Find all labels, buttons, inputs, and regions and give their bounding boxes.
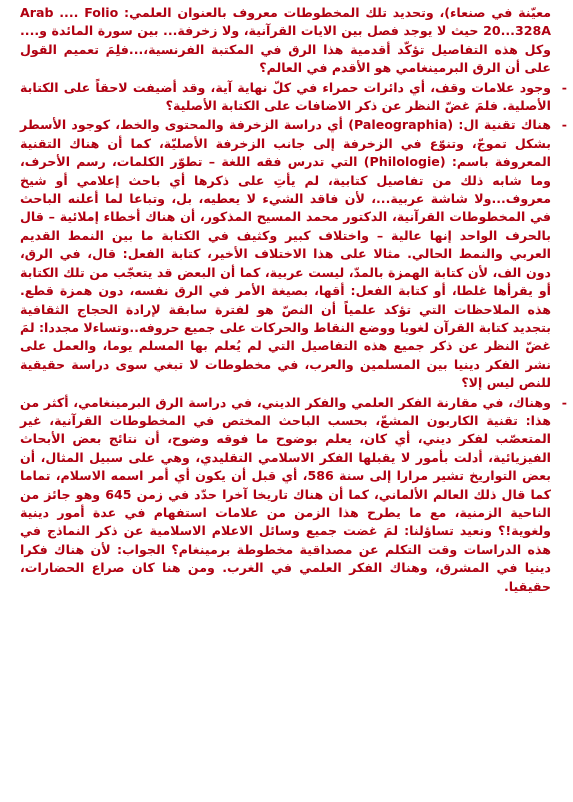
bullet-dash-icon: - bbox=[561, 117, 567, 133]
paragraph-bullet-paleography bbox=[20, 116, 567, 392]
paragraph-bullet-carbon-dating bbox=[20, 394, 567, 596]
paragraph-text: هناك تقنية ال: (Paleographia) أي دراسة الزخرفة والمحتوى والخط، كوجود الأسطر بشكل تموجّ، وتنوّع في الزخرفة إلى جانب الزخرفة الأصليّة، كما أن هناك التقنية المعروفة باسم: (Philologie) التي تدرس فقه اللغة – تطوّر الكلمات، رسم الأحرف، وما شابه ذلك من تفاصيل كتابية، لم يأتِ على ذكرها أي باحث إعلامي أو شيخ معروف...ولا شاشة عربية...، لأن فاقد الشيء لا يعطيه، بل، وتباعا لما أعلنه الباحث في المخطوطات القرآنية، الدكتور محمد المسيح المذكور، أن هناك أخطاء إملائية – قال بالحرف الواحد إنها عالية – واختلاف كبير وكثيف في الكتابة ما بين النمط القديم العربي والنمط الحالي. مثالا على هذا الاختلاف الأخير، كتابة الفعل: قال، في الرق، دون الف، لأن كتابة الهمزة بالمدّ، ليست عربية، كما أن البعض قد يتعجّب من تلك الكتابة أو يقرأها غلطا، أو كتابة الفعل: أقها، بصيغة الأمر في الرق نفسه، دون همزة قطع. هذه الملاحظات التي تؤكد علمياً أن النصّ هو لفترة سابقة لإرادة الحجاج الثقافية بتجديد كتابة القرآن لغويا ووضع النقاط والحركات على جميع حروفه..وتساءلا مجددا: لمَ غضّ النظر عن ذكر جميع هذه التفاصيل التي لم يُعلم بها المسلم يوما، والعمل على نشر الفكر دينيا بين المسلمين والعرب، في مخطوطات لا تبغي سوى دراسة حقيقية للنص ليس إلا؟ bbox=[20, 117, 552, 391]
paragraph-text: وهناك، في مقارنة الفكر العلمي والفكر الديني، في دراسة الرق البرمينغامي، أكثر من هذا: تقنية الكاربون المشعّ، بحسب الباحث المختص في المخطوطات القرآنية، غير المتعصّب لفكر ديني، أي كان، يعلم بوضوح ما فوقه وضوح، أن نتائج بعض الأبحاث الفيزيائية، أدلت بأمور لا يقبلها الفكر الاسلامي التقليدي، وهي على سبيل المثال، أن بعض التواريخ تشير مرارا إلى سنة 586، أي قبل أن يكون أي أمر اسمه الاسلام، تماما كما قال ذلك العالم الألماني، كما أن هناك تاريخا آخرا حدّد في زمن 645 وهو جائز من الناحية الزمنية، مع ما يطرح هذا الزمن من علامات استفهام في عدة أمور دينية ولغوية!؟ ونعيد تساؤلنا: لمَ غضت جميع وسائل الاعلام الاسلامية عن ذكر النماذج في هذه الدراسات وقت التكلم عن مصداقية مخطوطة برمينغام؟ الجواب: لأن هناك فكرا دينيا في المشرق، وهناك الفكر العلمي في الغرب. ومن هنا كان صراع الحضارات، حقيقيا. bbox=[20, 394, 552, 594]
bullet-dash-icon: - bbox=[561, 394, 567, 410]
paragraph-text: وجود علامات وقف، أي دائرات حمراء في كلّ نهاية آية، وقد أضيفت لاحقاً على الكتابة الأصلية. فلمَ غضّ النظر عن ذكر الاضافات على الكتابة الأصلية؟ bbox=[20, 79, 551, 114]
paragraph-bullet-pause-marks bbox=[20, 79, 567, 116]
bullet-dash-icon: - bbox=[561, 79, 567, 95]
paragraph-intro bbox=[20, 4, 551, 78]
paragraph-text: معيّنة في صنعاء)، وتحديد تلك المخطوطات معروف بالعنوان العلمي: Arab .... Folio 20...328A حيث لا يوجد فصل بين الايات القرآنية، ولا زخرفة... بين سورة المائدة و.... وكل هذه التفاصيل تؤكّد أقدمية هذا الرق في المكتبة الفرنسية،...فلِمَ تعميم القول على أن الرق البرمينغامي هو الأقدم في العالم؟ bbox=[20, 5, 551, 76]
